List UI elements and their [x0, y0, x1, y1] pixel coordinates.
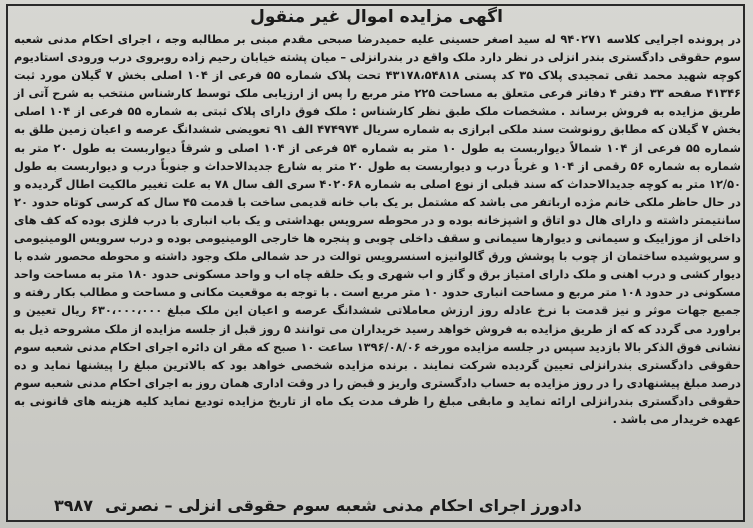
notice-footer [14, 494, 741, 518]
officer-signature: دادورز اجرای احکام مدنی شعبه سوم حقوقی انزلی – نصرتی [105, 496, 582, 515]
notice-body [14, 30, 741, 428]
notice-number: ۳۹۸۷ [54, 496, 94, 515]
notice-title: اگهی مزایده اموال غیر منقول [250, 7, 503, 27]
notice-body-text: در پرونده اجرایی کلاسه ۹۴۰۲۷۱ له سید اصغر حسینی علیه حمیدرضا صبحی مقدم مبنی بر مطالبه وجه ، اجرای احکام مدنی شعبه سوم حقوقی دادگستری بندر انزلی در نظر دارد ملک واقع در بندرانزلی – میان پشته خیابان رحیم زاده روبروی درب ورودی استادیوم کوچه شهید محمد تقی تمجیدی پلاک ۳۵ کد پستی ۴۳۱۷۸،۵۴۸۱۸ تحت پلاک شماره ۵۵ فرعی از ۱۰۴ اصلی بخش ۷ گیلان مورد ثبت ۴۱۳۴۶ صفحه ۳۳ دفتر ۴ دفاتر فرعی متعلق به مساحت ۲۲۵ متر مربع را پس از ارزیابی ملک توسط کارشناس منتخب به شرح آتی از طریق مزایده به فروش برساند . مشخصات ملک طبق نظر کارشناس : ملک فوق دارای پلاک ثبتی به شماره ۵۵ فرعی از ۱۰۴ اصلی بخش ۷ گیلان که مطابق رونوشت سند ملکی ابرازی به شماره سریال ۴۷۴۹۷۴ الف ۹۱ تعویضی ششدانگ عرصه و اعیان زمین طلق به شماره ۵۵ فرعی از ۱۰۴ شمالاً دیواربست به طول ۱۰ متر به شماره ۵۴ فرعی از ۱۰۴ اصلی و شرقاً دیواربست به طول ۲۰ متر به شماره به شماره ۵۶ رقمی از ۱۰۴ و غرباً درب و دیواربست به طول ۲۰ متر به شارع جدیدالاحداث و جنوباً درب و دیواربست به طول ۱۲/۵۰ متر به کوچه جدیدالاحداث که سند قبلی از نوع اصلی به شماره ۴۰۲۰۶۸ سری الف سال ۷۸ به علت تغییر مالکیت اطال گردیده و در حال حاظر ملکی خانم مژده ارباتفر می باشد که مشتمل بر یک باب خانه قدیمی ساخت با قدمت ۴۵ سال که کرسی کوتاه حدود ۲۰ سانتیمتر داشته و دارای هال دو اتاق و اشپزخانه بوده و در محوطه سرویس بهداشتی و یک باب انباری با درب فلزی بوده که کف های داخلی از موزاییک و سیمانی و دیوارها سیمانی و سقف داخلی چوبی و پنجره ها خارجی الومینیومی بوده و درب سرویس الومینیومی و سرپوشیده ساختمان از چوب با پوشش ورق گالوانیزه اسنسرویس توالت در حد شمالی ملک وجود داشته و محوطه محصور شده با دیوار کشی و درب اهنی و ملک دارای امتیاز برق و گاز و اب شهری و یک حلقه چاه اب و واحد مسکونی حدود ۱۸۰ متر به مساحت واحد مسکونی در حدود ۱۰۸ متر مربع و مساحت انباری حدود ۱۰ متر مربع است . با توجه به موقعیت مکانی و مساحت و مطالب بکار رفته و جمیع جهات موثر و نیز قدمت با نرخ عادله روز ارزش معاملاتی ششدانگ عرصه و اعیان این ملک مبلغ ۶۳۰،۰۰۰،۰۰۰ ریال تعیین و براورد می گردد که که از طریق مزایده به فروش خواهد رسید خریداران می توانند ۵ روز قبل از جلسه مزایده از ملک مشروحه ذیل به نشانی فوق الذکر بالا بازدید سپس در جلسه مزایده مورخه ۱۳۹۶/۰۸/۰۶ ساعت ۱۰ صبح که مقر ان دائره اجرای احکام مدنی شعبه سوم حقوقی دادگستری بندرانزلی تعیین گردیده شرکت نمایند . برنده مزایده شخصی خواهد بود که بالاترین مبلغ را پیشنها نماید و ده درصد مبلغ پیشنهادی را در روز مزایده به حساب دادگستری واریز و قبض را در وقت اداری همان روز به اجرای احکام مدنی شعبه سوم حقوقی دادگستری بندرانزلی ارائه نماید و مابقی مبلغ را ظرف مدت یک ماه از تاریخ مزایده تودیع نماید کلیه هزینه های قانونی به عهده خریدار می باشد . [14, 32, 742, 426]
